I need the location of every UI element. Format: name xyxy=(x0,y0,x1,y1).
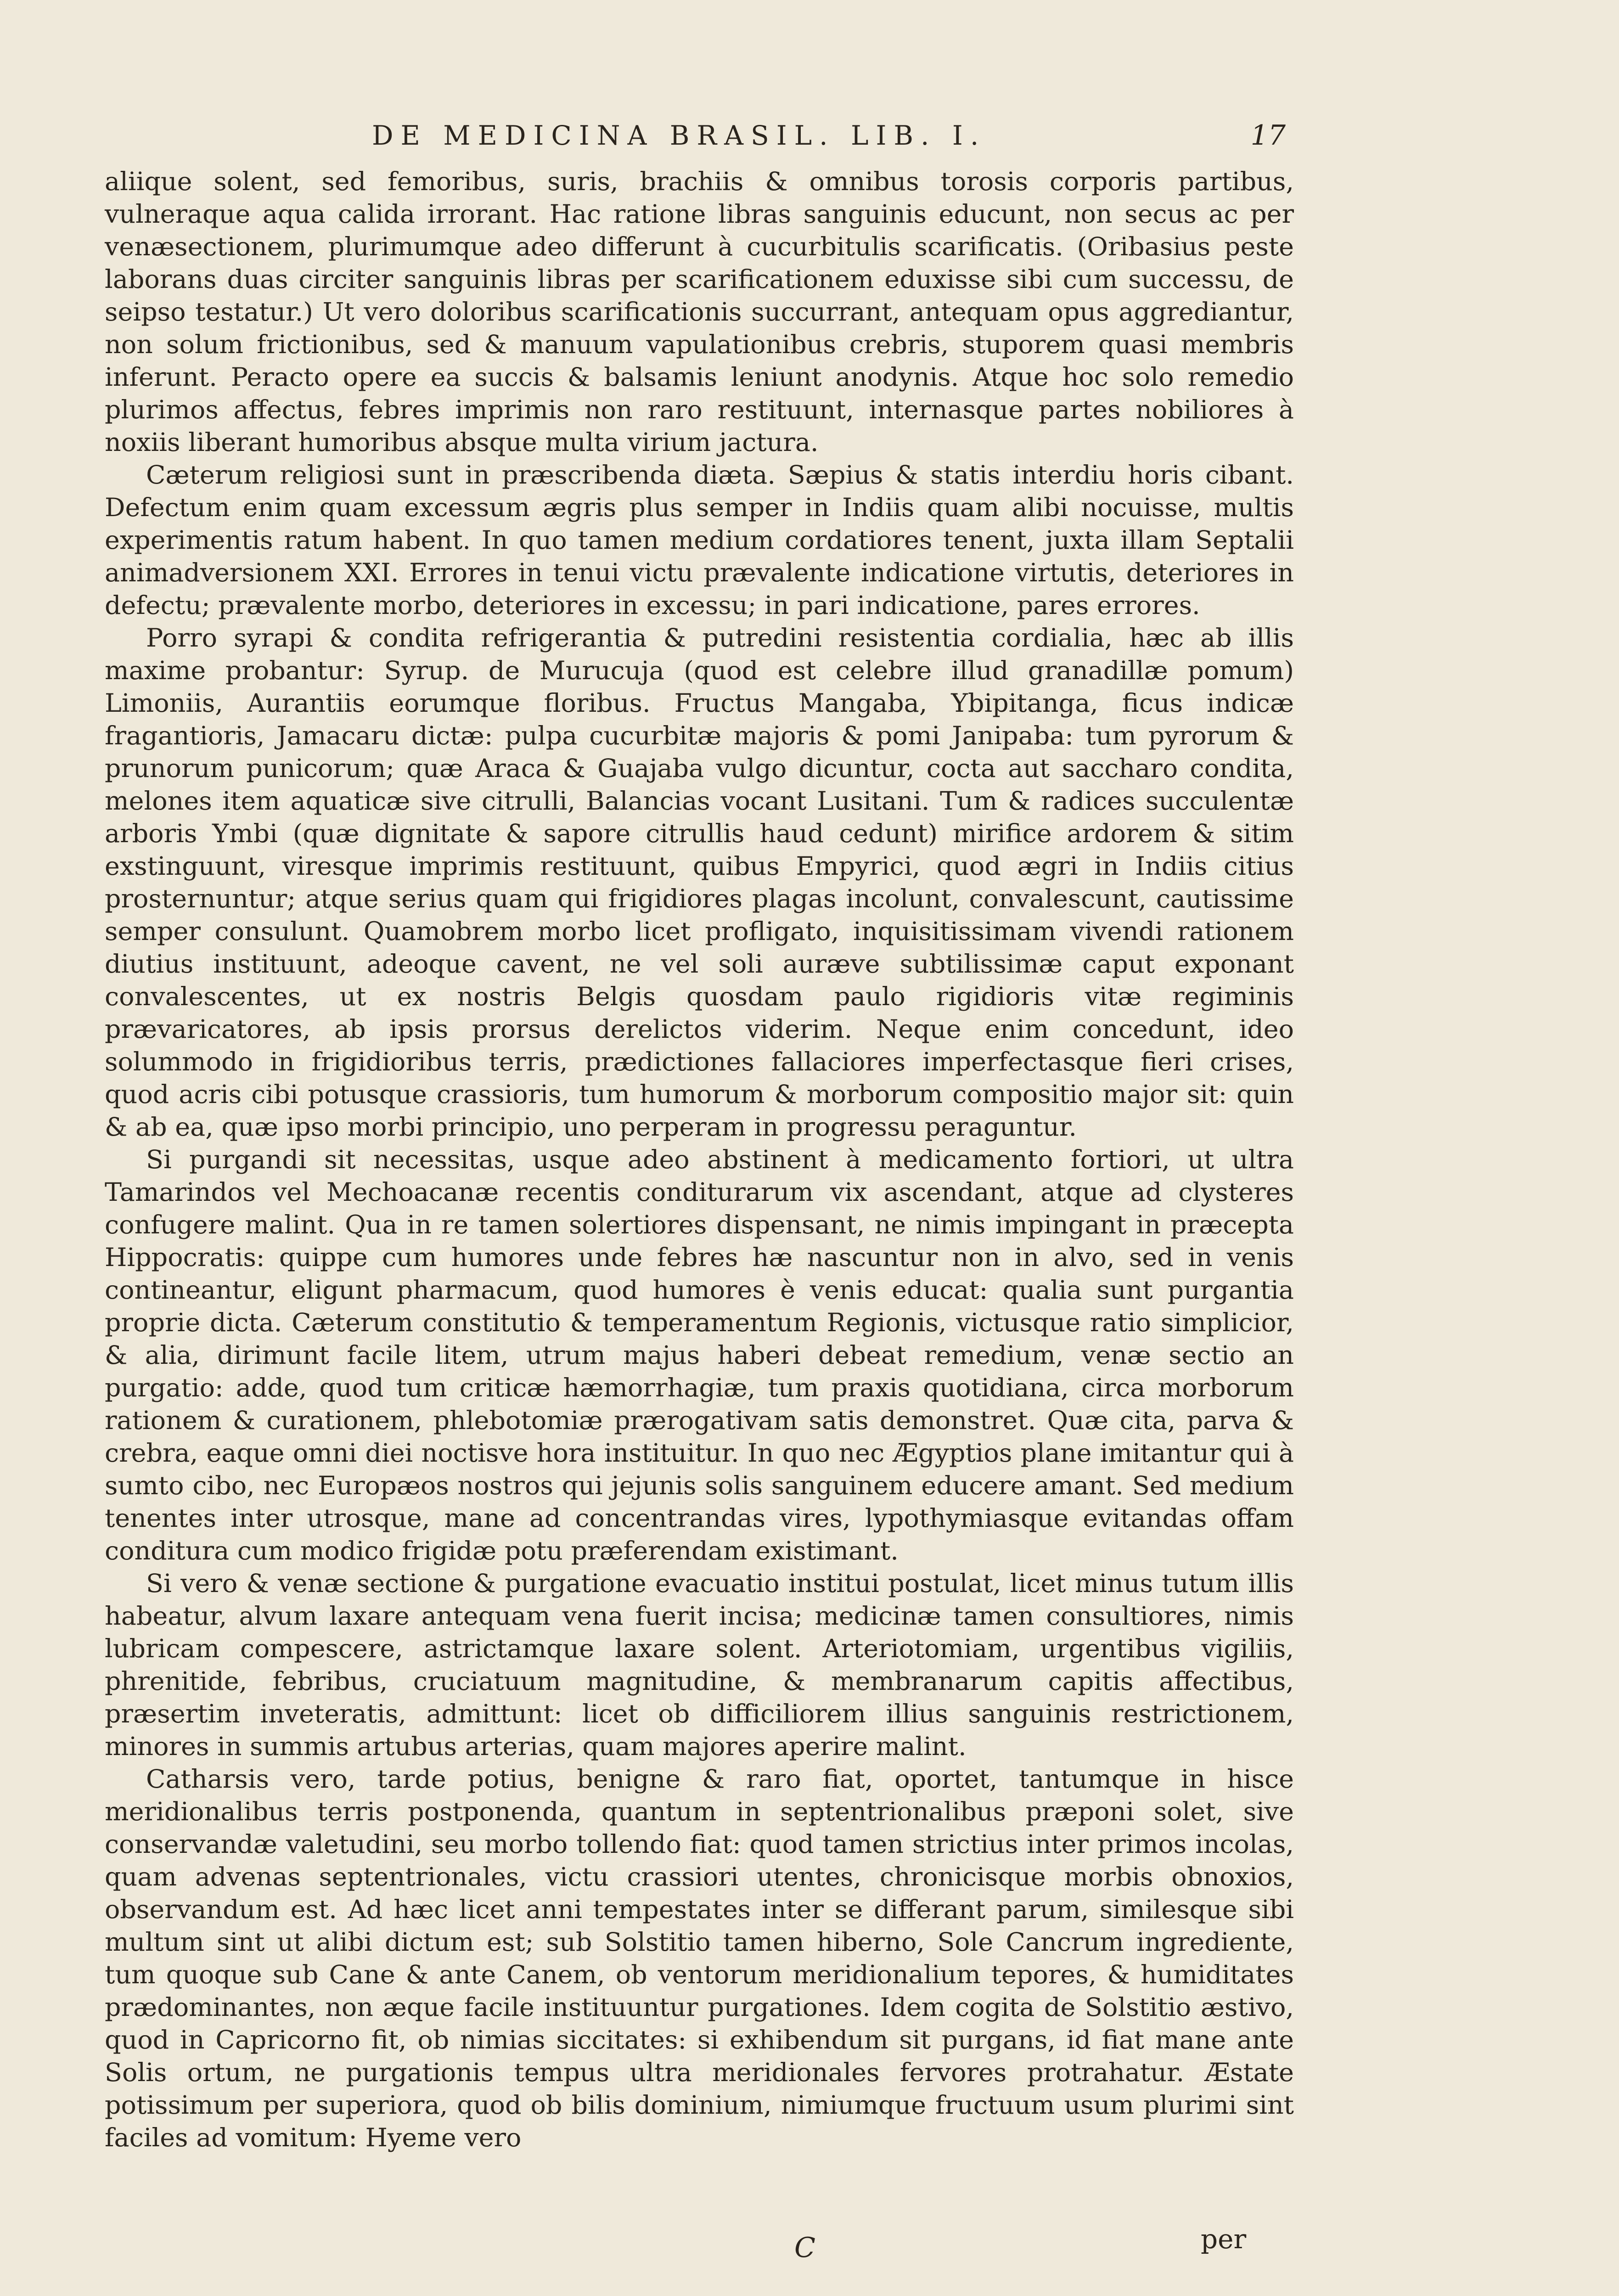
signature-mark: C xyxy=(794,2232,815,2264)
paragraph: Porro syrapi & condita refrigerantia & putredini resistentia cordialia, hæc ab illis maxime probantur: Syrup. de Murucuja (quod est celebre illud granadillæ pomum) Limoniis, Aurantiis eorumque floribus. Fructus Mangaba, Ybipitanga, ficus indicæ fragantioris, Jamacaru dictæ: pulpa cucurbitæ majoris & pomi Janipaba: tum pyrorum & prunorum punicorum; quæ Araca & Guajaba vulgo dicuntur, cocta aut saccharo condita, melones item aquaticæ sive citrulli, Balancias vocant Lusitani. Tum & radices succulentæ arboris Ymbi (quæ dignitate & sapore citrullis haud cedunt) mirifice ardorem & sitim exstinguunt, viresque imprimis restituunt, quibus Empyrici, quod ægri in Indiis citius prosternuntur; atque serius quam qui frigidiores plagas incolunt, convalescunt, cautissime semper consulunt. Quamobrem morbo licet profligato, inquisitissimam vivendi rationem diutius instituunt, adeoque cavent, ne vel soli auræve subtilissimæ caput exponant convalescentes, ut ex nostris Belgis quosdam paulo rigidioris vitæ regiminis prævaricatores, ab ipsis prorsus derelictos viderim. Neque enim concedunt, ideo solummodo in frigidioribus terris, prædictiones fallaciores imperfectasque fieri crises, quod acris cibi potusque crassioris, tum humorum & morborum compositio major sit: quin & ab ea, quæ ipso morbi principio, uno perperam in progressu peraguntur. xyxy=(105,623,1294,1142)
page-number: 17 xyxy=(1250,119,1286,152)
paragraph: aliique solent, sed femoribus, suris, brachiis & omnibus torosis corporis partibus, vulneraque aqua calida irrorant. Hac ratione libras sanguinis educunt, non secus ac per venæsectionem, plurimumque adeo differunt à cucurbitulis scarificatis. (Oribasius peste laborans duas circiter sanguinis libras per scarificationem eduxisse sibi cum successu, de seipso testatur.) Ut vero doloribus scarificationis succurrant, antequam opus aggrediantur, non solum frictionibus, sed & manuum vapulationibus crebris, stuporem quasi membris inferunt. Peracto opere ea succis & balsamis leniunt anodynis. Atque hoc solo remedio plurimos affectus, febres imprimis non raro restituunt, internasque partes nobiliores à noxiis liberant humoribus absque multa virium jactura. xyxy=(105,167,1294,457)
page-header xyxy=(372,119,1286,152)
catchword: per xyxy=(1201,2223,1247,2255)
paragraph: Catharsis vero, tarde potius, benigne & raro fiat, oportet, tantumque in hisce meridionalibus terris postponenda, quantum in septentrionalibus præponi solet, sive conservandæ valetudini, seu morbo tollendo fiat: quod tamen strictius inter primos incolas, quam advenas septentrionales, victu crassiori utentes, chronicisque morbis obnoxios, observandum est. Ad hæc licet anni tempestates inter se differant parum, similesque sibi multum sint ut alibi dictum est; sub Solstitio tamen hiberno, Sole Cancrum ingrediente, tum quoque sub Cane & ante Canem, ob ventorum meridionalium tepores, & humiditates prædominantes, non æque facile instituuntur purgationes. Idem cogita de Solstitio æstivo, quod in Capricorno fit, ob nimias siccitates: si exhibendum sit purgans, id fiat mane ante Solis ortum, ne purgationis tempus ultra meridionales fervores protrahatur. Æstate potissimum per superiora, quod ob bilis dominium, nimiumque fructuum usum plurimi sint faciles ad vomitum: Hyeme vero xyxy=(105,1764,1294,2153)
running-title: DE MEDICINA BRASIL. LIB. I. xyxy=(372,120,986,151)
paragraph: Si purgandi sit necessitas, usque adeo abstinent à medicamento fortiori, ut ultra Tamarindos vel Mechoacanæ recentis conditurarum vix ascendant, atque ad clysteres confugere malint. Qua in re tamen solertiores dispensant, ne nimis impingant in præcepta Hippocratis: quippe cum humores unde febres hæ nascuntur non in alvo, sed in venis contineantur, eligunt pharmacum, quod humores è venis educat: qualia sunt purgantia proprie dicta. Cæterum constitutio & temperamentum Regionis, victusque ratio simplicior, & alia, dirimunt facile litem, utrum majus haberi debeat remedium, venæ sectio an purgatio: adde, quod tum criticæ hæmorrhagiæ, tum praxis quotidiana, circa morborum rationem & curationem, phlebotomiæ prærogativam satis demonstret. Quæ cita, parva & crebra, eaque omni diei noctisve hora instituitur. In quo nec Ægyptios plane imitantur qui à sumto cibo, nec Europæos nostros qui jejunis solis sanguinem educere amant. Sed medium tenentes inter utrosque, mane ad concentrandas vires, lypothymiasque evitandas offam conditura cum modico frigidæ potu præferendam existimant. xyxy=(105,1145,1294,1566)
paragraph: Si vero & venæ sectione & purgatione evacuatio institui postulat, licet minus tutum illis habeatur, alvum laxare antequam vena fuerit incisa; medicinæ tamen consultiores, nimis lubricam compescere, astrictamque laxare solent. Arteriotomiam, urgentibus vigiliis, phrenitide, febribus, cruciatuum magnitudine, & membranarum capitis affectibus, præsertim inveteratis, admittunt: licet ob difficiliorem illius sanguinis restrictionem, minores in summis artubus arterias, quam majores aperire malint. xyxy=(105,1569,1294,1761)
body-text xyxy=(105,165,1294,2154)
paragraph: Cæterum religiosi sunt in præscribenda diæta. Sæpius & statis interdiu horis cibant. Defectum enim quam excessum ægris plus semper in Indiis quam alibi nocuisse, multis experimentis ratum habent. In quo tamen medium cordatiores tenent, juxta illam Septalii animadversionem XXI. Errores in tenui victu prævalente indicatione virtutis, deteriores in defectu; prævalente morbo, deteriores in excessu; in pari indicatione, pares errores. xyxy=(105,460,1294,620)
